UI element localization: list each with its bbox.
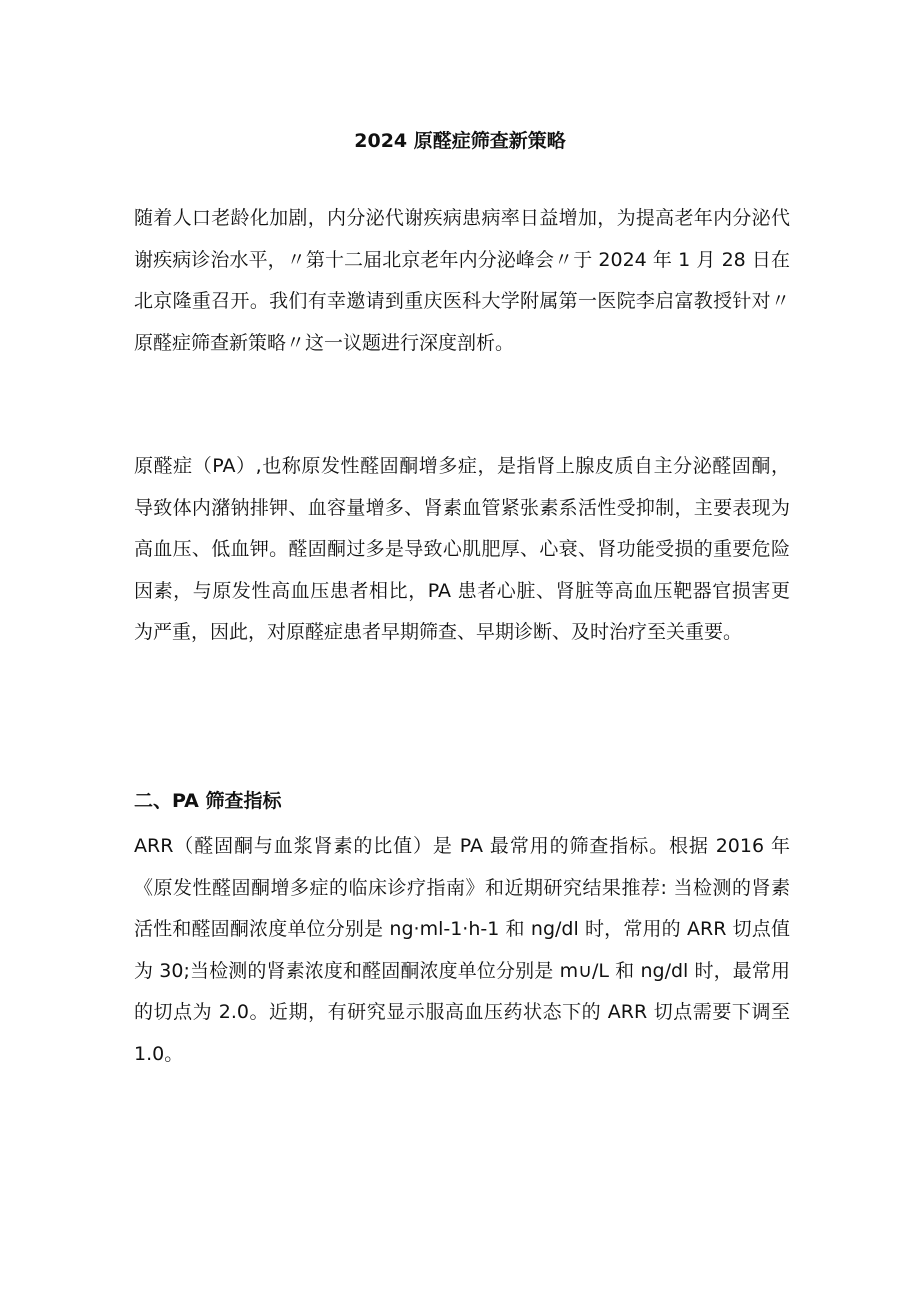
intro-paragraph: 随着人口老龄化加剧，内分泌代谢疾病患病率日益增加，为提高老年内分泌代谢疾病诊治水平，〃第十二届北京老年内分泌峰会〃于 2024 年 1 月 28 日在北京隆重召开。我们有幸邀请到重庆医科大学附属第一医院李启富教授针对〃原醛症筛查新策略〃这一议题进行深度剖析。	[134, 207, 790, 354]
section-heading: 二、PA 筛查指标	[134, 790, 282, 812]
section-body-paragraph: ARR（醛固酮与血浆肾素的比值）是 PA 最常用的筛查指标。根据 2016 年《原发性醛固酮增多症的临床诊疗指南》和近期研究结果推荐: 当检测的肾素活性和醛固酮浓度单位分别是 ng·ml-1·h-1 和 ng/dl 时，常用的 ARR 切点值为 30;当检测的肾素浓度和醛固酮浓度单位分别是 m∪/L 和 ng/dl 时，最常用的切点为 2.0。近期，有研究显示服高血压药状态下的 ARR 切点需要下调至 1.0。	[134, 835, 790, 1065]
document-title: 2024 原醛症筛查新策略	[354, 130, 566, 152]
definition-paragraph: 原醛症（PA）,也称原发性醛固酮增多症，是指肾上腺皮质自主分泌醛固酮，导致体内潴钠排钾、血容量增多、肾素血管紧张素系活性受抑制，主要表现为高血压、低血钾。醛固酮过多是导致心肌肥厚、心衰、肾功能受损的重要危险因素，与原发性高血压患者相比，PA 患者心脏、肾脏等高血压靶器官损害更为严重，因此，对原醛症患者早期筛查、早期诊断、及时治疗至关重要。	[134, 455, 790, 643]
